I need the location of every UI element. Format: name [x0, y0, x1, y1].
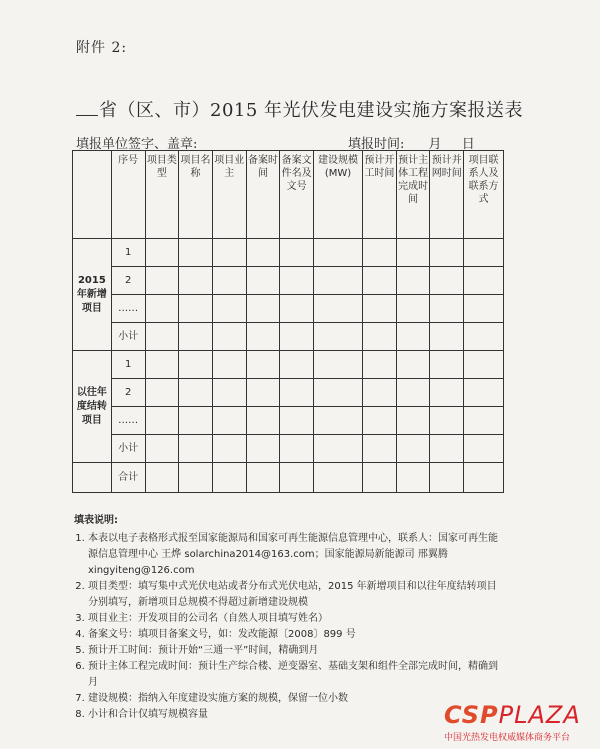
date-label: 填报时间: — [348, 137, 405, 152]
cspplaza-watermark-logo — [444, 702, 594, 746]
row-index: …… — [111, 295, 145, 323]
header-cell: 项目联系人及联系方式 — [464, 151, 504, 239]
row-subtotal: 小计 — [111, 435, 145, 463]
logo-tagline: 中国光热发电权威媒体商务平台 — [444, 733, 571, 743]
table-row — [73, 267, 504, 295]
note-item: 3. 项目业主：开发项目的公司名（自然人项目填写姓名） — [88, 611, 504, 627]
notes-list — [74, 531, 504, 723]
day-label: 日 — [461, 137, 475, 152]
row-total: 合计 — [111, 463, 145, 493]
fill-instructions — [74, 513, 504, 723]
table-row — [73, 407, 504, 435]
note-item: 5. 预计开工时间：预计开始“三通一平”时间，精确到月 — [88, 643, 504, 659]
header-cell-blank — [73, 151, 112, 239]
header-cell: 建设规模(MW) — [314, 151, 363, 239]
title-blank-line — [76, 101, 98, 116]
header-cell: 预计主体工程完成时间 — [396, 151, 430, 239]
row-index: 1 — [111, 351, 145, 379]
notes-heading: 填表说明: — [74, 515, 118, 526]
note-item: 6. 预计主体工程完成时间：预计生产综合楼、逆变器室、基础支架和组件全部完成时间，精确到月 — [88, 659, 504, 691]
row-index: 2 — [111, 379, 145, 407]
logo-wordmark — [444, 702, 594, 728]
header-cell: 备案文件名及文号 — [280, 151, 314, 239]
row-index: 2 — [111, 267, 145, 295]
row-index: …… — [111, 407, 145, 435]
note-item: 8. 小计和合计仅填写规模容量 — [88, 707, 504, 723]
table-row — [73, 295, 504, 323]
note-item: 7. 建设规模：指纳入年度建设实施方案的规模，保留一位小数 — [88, 691, 504, 707]
note-item: 1. 本表以电子表格形式报至国家能源局和国家可再生能源信息管理中心，联系人：国家可再生能源信息管理中心 王烨 solarchina2014@163.com；国家能源局新能源司 邢翼腾 xingyiteng@126.com — [88, 531, 504, 579]
header-cell: 项目业主 — [212, 151, 246, 239]
note-item: 2. 项目类型：填写集中式光伏电站或者分布式光伏电站，2015 年新增项目和以往年度结转项目分别填写，新增项目总规模不得超过新增建设规模 — [88, 579, 504, 611]
table-row — [73, 435, 504, 463]
row-index: 1 — [111, 239, 145, 267]
logo-csp: CSP — [444, 701, 499, 729]
table-row — [73, 239, 504, 267]
total-blank — [73, 463, 112, 493]
header-cell: 预计并网时间 — [430, 151, 464, 239]
header-cell: 备案时间 — [246, 151, 280, 239]
header-cell: 序号 — [111, 151, 145, 239]
table-header-row — [73, 151, 504, 239]
table-row — [73, 351, 504, 379]
header-cell: 预计开工时间 — [363, 151, 397, 239]
table-row — [73, 379, 504, 407]
header-cell: 项目类型 — [145, 151, 179, 239]
group-label-new: 2015年新增项目 — [73, 239, 112, 351]
page-title — [76, 96, 523, 122]
header-cell: 项目名称 — [179, 151, 213, 239]
report-table — [72, 150, 504, 493]
note-item: 4. 备案文号：填项目备案文号，如：发改能源〔2008〕899 号 — [88, 627, 504, 643]
unit-signature-label: 填报单位签字、盖章: — [76, 137, 198, 152]
group-label-carryover: 以往年度结转项目 — [73, 351, 112, 463]
attachment-label: 附件 2: — [76, 40, 128, 56]
title-text: 省（区、市）2015 年光伏发电建设实施方案报送表 — [99, 100, 524, 121]
row-subtotal: 小计 — [111, 323, 145, 351]
table-total-row — [73, 463, 504, 493]
logo-plaza: PLAZA — [498, 701, 581, 729]
month-label: 月 — [428, 137, 442, 152]
table-row — [73, 323, 504, 351]
